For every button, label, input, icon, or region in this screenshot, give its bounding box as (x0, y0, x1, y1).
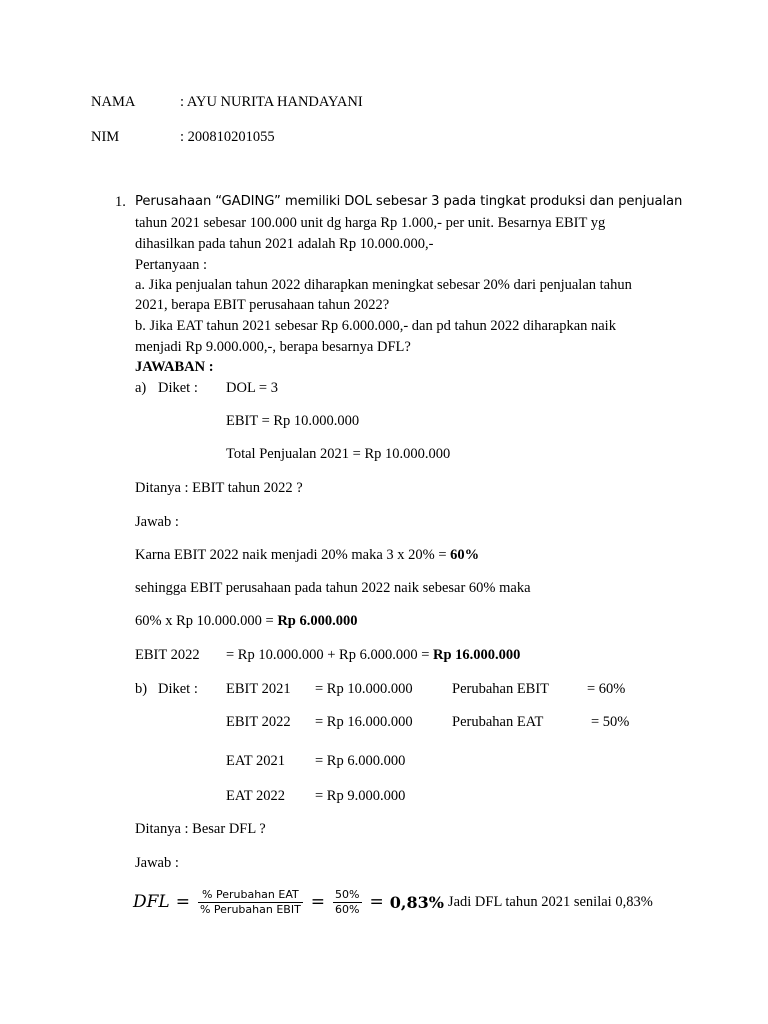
ebit2022-result: Rp 16.000.000 (433, 647, 521, 663)
question-line: Perusahaan “GADING” memiliki DOL sebesar 3 pada tingkat produksi dan penjualan (135, 194, 683, 209)
question-line: menjadi Rp 9.000.000,-, berapa besarnya DFL? (135, 339, 411, 355)
diket-key: EBIT 2021 (226, 681, 291, 697)
name-value: : AYU NURITA HANDAYANI (180, 94, 363, 110)
ditanya-text: Ditanya : Besar DFL ? (135, 821, 266, 837)
nim-value: : 200810201055 (180, 129, 275, 145)
equals-sign: = (310, 892, 326, 912)
fraction-numerator: 50% (335, 887, 360, 901)
total-penjualan: Total Penjualan 2021 = Rp 10.000.000 (226, 446, 451, 462)
diket-value: = Rp 6.000.000 (315, 753, 406, 769)
diket-value: = Rp 16.000.000 (315, 714, 413, 730)
fraction-numerator: % Perubahan EAT (202, 887, 299, 901)
calc-line (135, 612, 357, 630)
ebit2022-label: EBIT 2022 (135, 647, 200, 663)
ebit2022-text: = Rp 10.000.000 + Rp 6.000.000 = (226, 647, 434, 663)
ditanya-text: Ditanya : EBIT tahun 2022 ? (135, 480, 303, 496)
ebit-value: EBIT = Rp 10.000.000 (226, 413, 360, 429)
question-subheading: Pertanyaan : (135, 257, 208, 273)
formula-result: 0,83% (389, 892, 444, 912)
diket-key: EAT 2022 (226, 788, 285, 804)
diket-value: = Rp 10.000.000 (315, 681, 413, 697)
diket-key-2: Perubahan EBIT (452, 681, 550, 697)
diket-value-2: = 50% (591, 714, 630, 730)
dol-value: DOL = 3 (226, 380, 278, 396)
diket-key-2: Perubahan EAT (452, 714, 544, 730)
diket-value: = Rp 9.000.000 (315, 788, 406, 804)
calc-text: 60% x Rp 10.000.000 = (135, 613, 278, 629)
ebit2022-line (226, 646, 520, 664)
jawab-label: Jawab : (135, 514, 179, 530)
karna-line (135, 546, 479, 564)
fraction-percent-change (198, 888, 303, 917)
karna-text: Karna EBIT 2022 naik menjadi 20% maka 3 x 20% = (135, 547, 451, 563)
answer-heading: JAWABAN : (135, 359, 214, 375)
diket-label: Diket : (158, 380, 198, 396)
conclusion-text: Jadi DFL tahun 2021 senilai 0,83% (447, 893, 653, 910)
equals-sign: = (175, 892, 190, 912)
fraction-denominator: % Perubahan EBIT (199, 902, 301, 916)
sehingga-line: sehingga EBIT perusahaan pada tahun 2022 naik sebesar 60% maka (135, 580, 531, 596)
diket-key: EAT 2021 (226, 753, 285, 769)
jawab-label: Jawab : (135, 855, 179, 871)
question-number: 1. (115, 194, 126, 210)
dfl-formula (133, 884, 653, 920)
question-line: dihasilkan pada tahun 2021 adalah Rp 10.000.000,- (135, 236, 434, 252)
question-line: 2021, berapa EBIT perusahaan tahun 2022? (135, 297, 390, 313)
part-label: a) (135, 380, 147, 396)
name-label: NAMA (91, 94, 136, 110)
question-line: tahun 2021 sebesar 100.000 unit dg harga Rp 1.000,- per unit. Besarnya EBIT yg (135, 215, 606, 231)
equals-sign: = (369, 892, 384, 912)
question-line: a. Jika penjualan tahun 2022 diharapkan meningkat sebesar 20% dari penjualan tahun (135, 277, 632, 293)
diket-value-2: = 60% (587, 681, 626, 697)
karna-result: 60% (450, 547, 480, 563)
diket-label: Diket : (158, 681, 198, 697)
part-label: b) (135, 681, 148, 697)
fraction-denominator: 60% (335, 902, 360, 916)
formula-lhs: DFL (133, 892, 170, 912)
question-line: b. Jika EAT tahun 2021 sebesar Rp 6.000.000,- dan pd tahun 2022 diharapkan naik (135, 318, 616, 334)
calc-result: Rp 6.000.000 (277, 613, 358, 629)
diket-key: EBIT 2022 (226, 714, 291, 730)
nim-label: NIM (91, 129, 120, 145)
fraction-values (333, 888, 361, 917)
